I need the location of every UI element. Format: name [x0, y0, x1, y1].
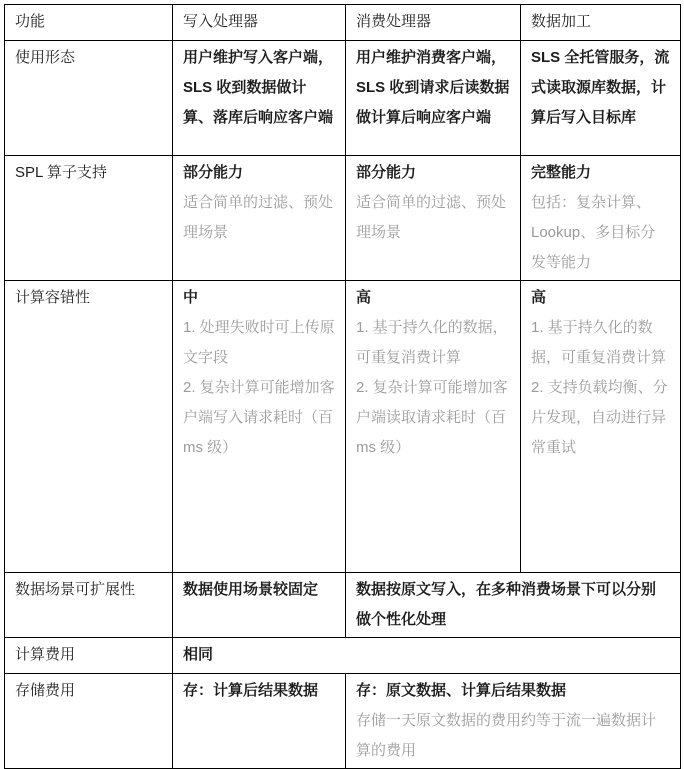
cell-note-text: 存储一天原文数据的费用约等于流一遍数据计算的费用 — [356, 712, 657, 759]
cell-spl-write — [173, 156, 346, 281]
header-row — [5, 5, 681, 41]
cell-main-text: 部分能力 — [183, 164, 244, 181]
cell-note-line-1: 1. 基于持久化的数据，可重复消费计算 — [356, 319, 508, 366]
cell-note-text: 包括：复杂计算、Lookup、多目标分发等能力 — [531, 194, 656, 271]
cell-storage-cost-write: 存：计算后结果数据 — [173, 674, 346, 769]
cell-main-text: 中 — [183, 289, 199, 306]
row-usage-label: 使用形态 — [5, 41, 173, 156]
row-fault-tolerance — [5, 281, 681, 573]
cell-extensibility-merged: 数据按原文写入，在多种消费场景下可以分别做个性化处理 — [346, 573, 681, 638]
cell-extensibility-write: 数据使用场景较固定 — [173, 573, 346, 638]
row-usage-form — [5, 41, 681, 156]
row-spl-support — [5, 156, 681, 281]
cell-main-text: 存：原文数据、计算后结果数据 — [356, 682, 567, 699]
row-extensibility-label: 数据场景可扩展性 — [5, 573, 173, 638]
row-spl-label: SPL 算子支持 — [5, 156, 173, 281]
cell-spl-consume — [346, 156, 521, 281]
cell-storage-cost-merged — [346, 674, 681, 769]
cell-note-text: 适合简单的过滤、预处理场景 — [356, 194, 507, 241]
cell-main-text: 部分能力 — [356, 164, 417, 181]
header-function: 功能 — [5, 5, 173, 41]
cell-fault-write — [173, 281, 346, 573]
cell-usage-etl: SLS 全托管服务，流式读取源库数据，计算后写入目标库 — [521, 41, 681, 156]
cell-note-line-1: 1. 处理失败时可上传原文字段 — [183, 319, 335, 366]
row-scenario-extensibility — [5, 573, 681, 638]
cell-fault-consume — [346, 281, 521, 573]
cell-main-text: 高 — [356, 289, 372, 306]
cell-fault-etl — [521, 281, 681, 573]
cell-note-line-2: 2. 复杂计算可能增加客户端写入请求耗时（百 ms 级） — [183, 379, 335, 456]
header-consume-processor: 消费处理器 — [346, 5, 521, 41]
cell-note-line-1: 1. 基于持久化的数据，可重复消费计算 — [531, 319, 667, 366]
cell-note-line-2: 2. 支持负载均衡、分片发现，自动进行异常重试 — [531, 379, 668, 456]
row-storage-cost-label: 存储费用 — [5, 674, 173, 769]
cell-main-text: 完整能力 — [531, 164, 592, 181]
header-data-transform: 数据加工 — [521, 5, 681, 41]
cell-note-line-2: 2. 复杂计算可能增加客户端读取请求耗时（百 ms 级） — [356, 379, 508, 456]
row-compute-cost-label: 计算费用 — [5, 638, 173, 674]
comparison-table — [4, 4, 681, 769]
cell-compute-cost-merged: 相同 — [173, 638, 681, 674]
cell-usage-consume: 用户维护消费客户端，SLS 收到请求后读数据做计算后响应客户端 — [346, 41, 521, 156]
cell-usage-write: 用户维护写入客户端，SLS 收到数据做计算、落库后响应客户端 — [173, 41, 346, 156]
row-storage-cost — [5, 674, 681, 769]
cell-spl-etl — [521, 156, 681, 281]
row-fault-label: 计算容错性 — [5, 281, 173, 573]
cell-main-text: 高 — [531, 289, 547, 306]
row-compute-cost — [5, 638, 681, 674]
cell-note-text: 适合简单的过滤、预处理场景 — [183, 194, 334, 241]
header-write-processor: 写入处理器 — [173, 5, 346, 41]
